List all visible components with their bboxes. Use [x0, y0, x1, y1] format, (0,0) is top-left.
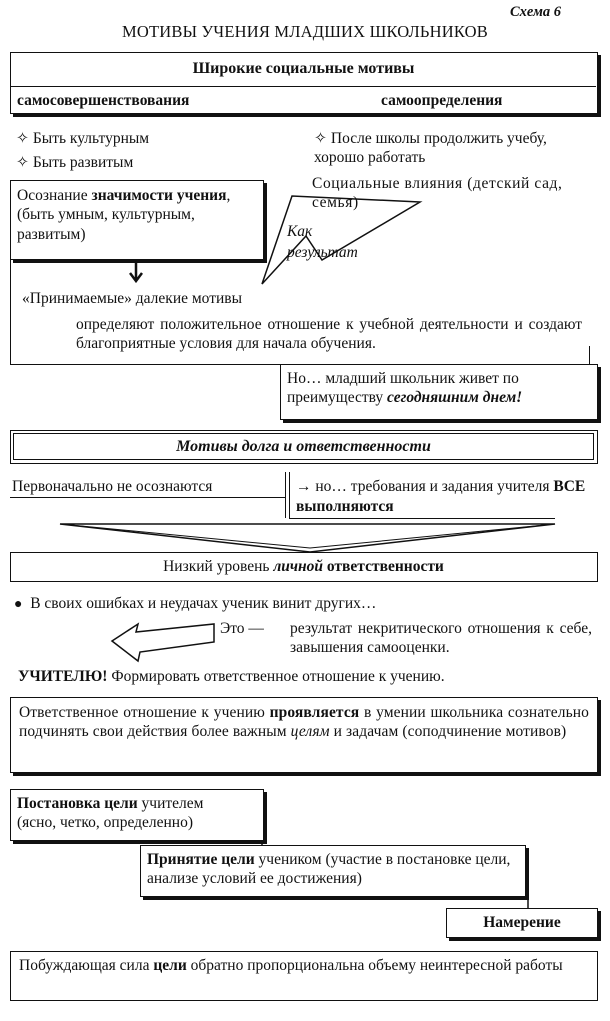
- right-arrow-icon: →: [296, 478, 312, 495]
- down-arrow-icon: [130, 262, 142, 281]
- social-influence-text: Социальные влияния (детский сад, семья): [312, 175, 563, 212]
- scheme-label: Схема 6: [510, 4, 562, 20]
- teacher-note: УЧИТЕЛЮ! Формировать ответственное отношение к учению.: [18, 668, 445, 685]
- right-item: ✧ После школы продолжить учебу, хорошо работать: [314, 130, 547, 167]
- self-determination-label: самоопределения: [381, 92, 503, 109]
- left-block-arrow: [112, 624, 214, 661]
- accepted-motives: «Принимаемые» далекие мотивы: [22, 290, 243, 307]
- low-level-box: Низкий уровень личной ответственности: [10, 552, 598, 582]
- requirements-text: → но… требования и задания учителя ВСЕ выполняются: [296, 478, 586, 516]
- diamond-icon: ✧: [16, 130, 29, 147]
- page-title: МОТИВЫ УЧЕНИЯ МЛАДШИХ ШКОЛЬНИКОВ: [122, 22, 488, 41]
- left-item-1: ✧ Быть культурным: [16, 130, 150, 147]
- responsible-box: Ответственное отношение к учению проявляется в умении школьника сознательно подчинять свои действия более важным целям и задачам (соподчинение мотивов): [10, 697, 598, 773]
- goal-accept-box: Принятие цели учеником (участие в постановке цели, анализе условий ее достижения): [140, 845, 526, 897]
- awareness-box: Осознание значимости учения, (быть умным, культурным, развитым): [10, 180, 264, 260]
- social-motives-box: [10, 52, 598, 114]
- but-note-box: Но… младший школьник живет по преимуществу сегодняшним днем!: [280, 364, 598, 420]
- intention-box: [446, 908, 598, 938]
- blame-bullet: ● В своих ошибках и неудачах ученик винит других…: [14, 595, 377, 612]
- intention-label: Намерение: [483, 914, 561, 931]
- driving-force-box: Побуждающая сила цели обратно пропорциональна объему неинтересной работы: [10, 951, 598, 1001]
- diamond-icon: ✧: [314, 130, 327, 147]
- as-result-label: Как результат: [287, 223, 358, 261]
- goal-setting-box: Постановка цели учителем (ясно, четко, определенно): [10, 789, 264, 841]
- left-item-2: ✧ Быть развитым: [16, 154, 134, 171]
- social-motives-header: Широкие социальные мотивы: [192, 60, 415, 77]
- diamond-icon: ✧: [16, 154, 29, 171]
- determine-text: определяют положительное отношение к учебной деятельности и создают благоприятные условия для начала обучения.: [76, 316, 582, 353]
- result-text: результат некритического отношения к себе, завышения самооценки.: [290, 620, 592, 657]
- this-is-label: Это —: [220, 620, 264, 637]
- duty-header: Мотивы долга и ответственности: [176, 438, 431, 455]
- bullet-dot-icon: ●: [14, 597, 23, 612]
- duty-header-box: [10, 430, 598, 464]
- self-improvement-label: самосовершенствования: [17, 92, 190, 109]
- initially-text: Первоначально не осознаются: [12, 478, 213, 495]
